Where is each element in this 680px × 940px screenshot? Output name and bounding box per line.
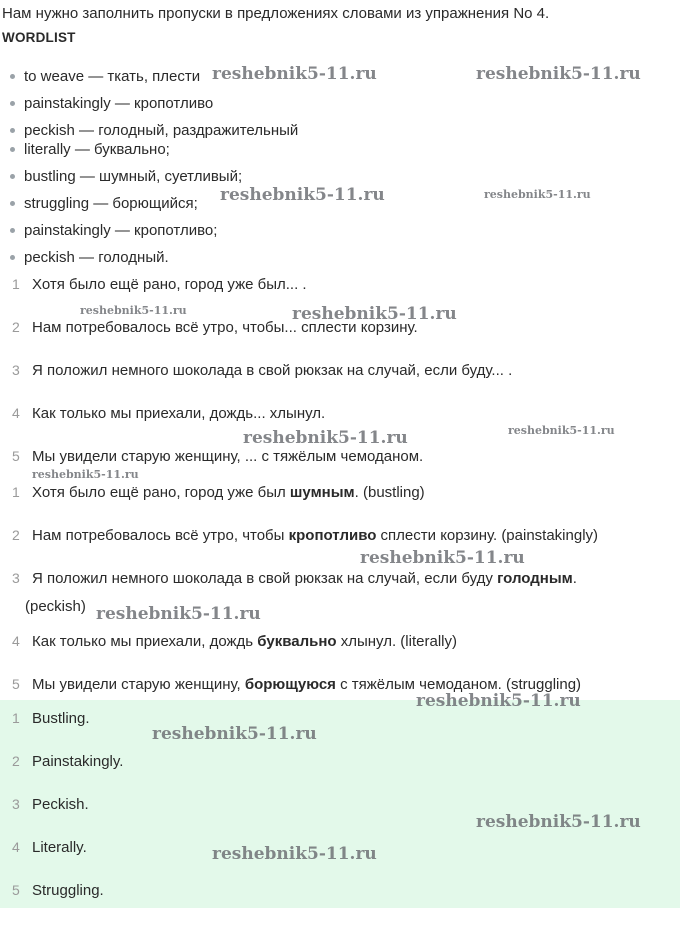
answer-word: шумным — [289, 484, 355, 501]
task-item: 2 Нам потребовалось всё утро, чтобы... сплести корзину. — [12, 319, 418, 336]
wordlist-item: literally — буквально; — [10, 140, 170, 160]
watermark: reshebnik5-11.ru — [152, 724, 317, 744]
bullet-icon — [10, 201, 15, 206]
answer-word: борющуюся — [244, 676, 336, 693]
answer-item: 5 Struggling. — [12, 882, 104, 899]
watermark: reshebnik5-11.ru — [476, 812, 641, 832]
answer-item: 4 Literally. — [12, 839, 87, 856]
watermark: reshebnik5-11.ru — [243, 428, 408, 448]
watermark: reshebnik5-11.ru — [508, 424, 615, 437]
filled-item: 1 Хотя было ещё рано, город уже был шумным. (bustling) — [12, 484, 425, 501]
wordlist-item: painstakingly — кропотливо; — [10, 221, 217, 241]
bullet-icon — [10, 228, 15, 233]
wordlist-item: peckish — голодный. — [10, 248, 169, 268]
watermark: reshebnik5-11.ru — [416, 691, 581, 711]
bullet-icon — [10, 74, 15, 79]
watermark: reshebnik5-11.ru — [80, 304, 187, 317]
bullet-icon — [10, 147, 15, 152]
filled-item: 4 Как только мы приехали, дождь буквально хлынул. (literally) — [12, 633, 457, 650]
task-item: 4 Как только мы приехали, дождь... хлынул. — [12, 405, 326, 422]
wordlist-item: struggling — борющийся; — [10, 194, 198, 214]
wordlist-heading: WORDLIST — [2, 30, 76, 45]
watermark: reshebnik5-11.ru — [484, 188, 591, 201]
bullet-icon — [10, 255, 15, 260]
filled-item: 5 Мы увидели старую женщину, борющуюся с тяжёлым чемоданом. (struggling) — [12, 676, 582, 693]
watermark: reshebnik5-11.ru — [292, 304, 457, 324]
watermark: reshebnik5-11.ru — [32, 468, 139, 481]
answer-word: голодным — [497, 570, 573, 587]
task-item: 5 Мы увидели старую женщину, ... с тяжёлым чемоданом. — [12, 448, 424, 465]
watermark: reshebnik5-11.ru — [212, 844, 377, 864]
task-item: 3 Я положил немного шоколада в свой рюкзак на случай, если буду... . — [12, 362, 513, 379]
answer-item: 1 Bustling. — [12, 710, 90, 727]
wordlist-item: bustling — шумный, суетливый; — [10, 167, 242, 187]
wordlist-item: peckish — голодный, раздражительный — [10, 121, 298, 141]
watermark: reshebnik5-11.ru — [360, 548, 525, 568]
task-item: 1 Хотя было ещё рано, город уже был... . — [12, 276, 307, 293]
bullet-icon — [10, 174, 15, 179]
answer-word: буквально — [257, 633, 337, 650]
watermark: reshebnik5-11.ru — [476, 64, 641, 84]
watermark: reshebnik5-11.ru — [96, 604, 261, 624]
filled-item: 3 Я положил немного шоколада в свой рюкзак на случай, если буду голодным. — [12, 570, 577, 587]
wordlist-item: painstakingly — кропотливо — [10, 94, 213, 114]
bullet-icon — [10, 101, 15, 106]
wordlist-item: to weave — ткать, плести — [10, 67, 200, 87]
answer-item: 3 Peckish. — [12, 796, 89, 813]
watermark: reshebnik5-11.ru — [220, 185, 385, 205]
filled-item-continuation: (peckish) — [25, 598, 86, 615]
bullet-icon — [10, 128, 15, 133]
answer-item: 2 Painstakingly. — [12, 753, 124, 770]
filled-item: 2 Нам потребовалось всё утро, чтобы кропотливо сплести корзину. (painstakingly) — [12, 527, 599, 544]
intro-text: Нам нужно заполнить пропуски в предложениях словами из упражнения No 4. — [2, 5, 550, 22]
answer-word: кропотливо — [288, 527, 377, 544]
watermark: reshebnik5-11.ru — [212, 64, 377, 84]
